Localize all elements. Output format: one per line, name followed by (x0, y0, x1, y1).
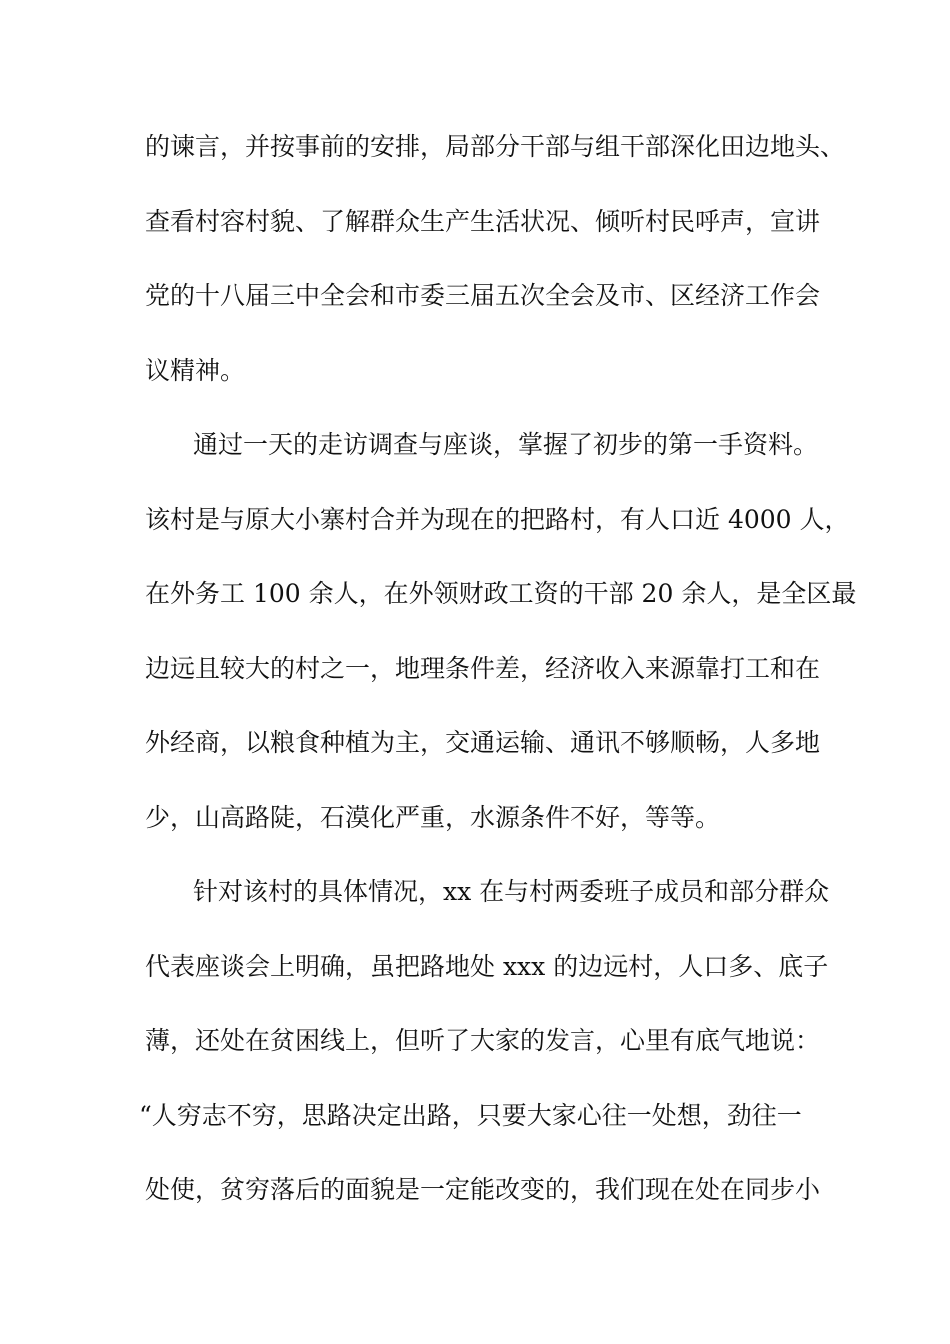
text-line: 的谏言，并按事前的安排，局部分干部与组干部深化田边地头、 (145, 132, 846, 161)
text-line: 外经商，以粮食种植为主，交通运输、通讯不够顺畅，人多地 (145, 728, 821, 757)
text-line: 处使，贫穷落后的面貌是一定能改变的，我们现在处在同步小 (145, 1175, 821, 1204)
text-line: 代表座谈会上明确，虽把路地处 xxx 的边远村，人口多、底子 (145, 951, 829, 981)
paragraph-start-line: 通过一天的走访调查与座谈，掌握了初步的第一手资料。 (193, 430, 819, 459)
text-line: 该村是与原大小寨村合并为现在的把路村，有人口近 4000 人， (145, 504, 850, 534)
text-line: “人穷志不穷，思路决定出路，只要大家心往一处想，劲往一 (139, 1100, 802, 1130)
text-line: 议精神。 (145, 355, 246, 385)
text-line: 在外务工 100 余人，在外领财政工资的干部 20 余人，是全区最 (145, 579, 857, 608)
text-line: 薄，还处在贫困线上，但听了大家的发言，心里有底气地说： (145, 1026, 821, 1055)
text-line: 查看村容村貌、了解群众生产生活状况、倾听村民呼声，宣讲 (145, 206, 821, 236)
text-line: 边远且较大的村之一，地理条件差，经济收入来源靠打工和在 (145, 653, 821, 683)
text-line: 党的十八届三中全会和市委三届五次全会及市、区经济工作会 (145, 281, 821, 310)
text-line: 少，山高路陡，石漠化严重，水源条件不好，等等。 (145, 802, 721, 832)
document-body (139, 122, 857, 1240)
paragraph-start-line: 针对该村的具体情况，xx 在与村两委班子成员和部分群众 (193, 877, 830, 906)
